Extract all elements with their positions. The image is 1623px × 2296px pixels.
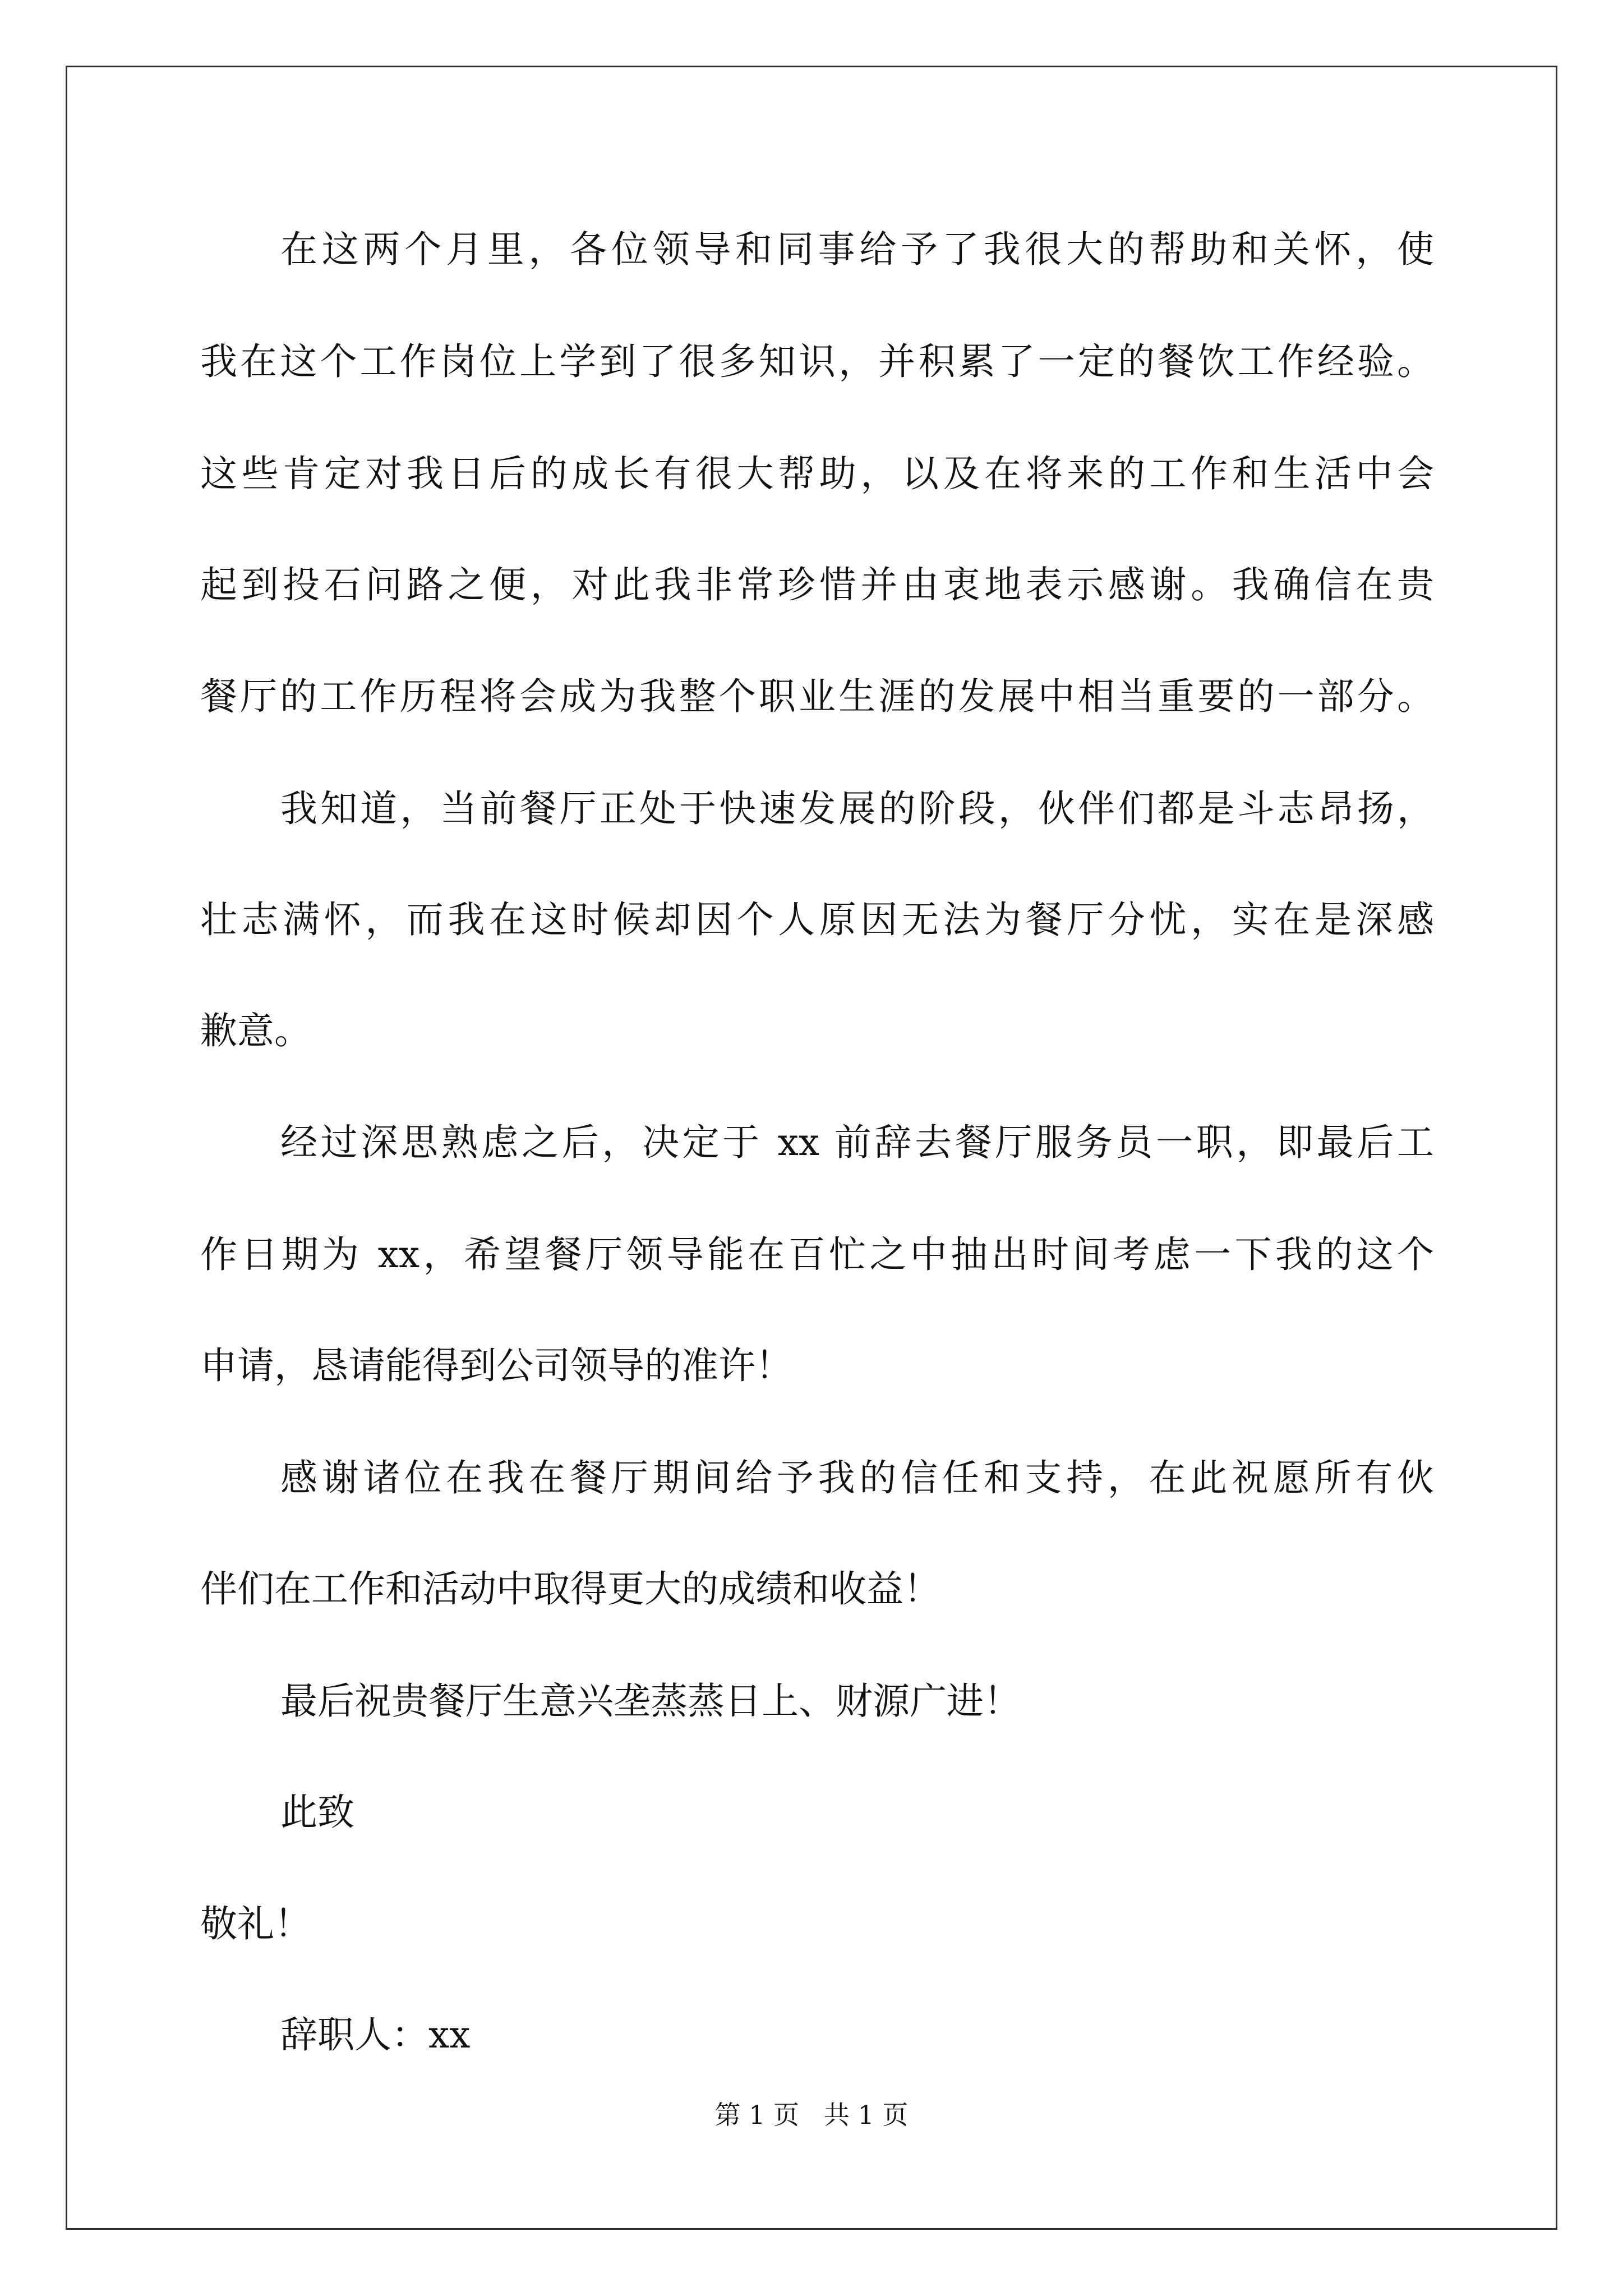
- body-line: 在这两个月里，各位领导和同事给予了我很大的帮助和关怀，使: [280, 228, 1434, 271]
- body-line: 经过深思熟虑之后，决定于 xx 前辞去餐厅服务员一职，即最后工: [280, 1121, 1434, 1164]
- body-line: 最后祝贵餐厅生意兴垄蒸蒸日上、财源广进！: [280, 1680, 1021, 1723]
- body-line: 感谢诸位在我在餐厅期间给予我的信任和支持，在此祝愿所有伙: [280, 1456, 1434, 1499]
- body-line: 我知道，当前餐厅正处于快速发展的阶段，伙伴们都是斗志昂扬，: [280, 787, 1434, 830]
- body-line: 伴们在工作和活动中取得更大的成绩和收益！: [200, 1567, 940, 1611]
- body-line: 壮志满怀，而我在这时候却因个人原因无法为餐厅分忧，实在是深感: [200, 898, 1434, 941]
- body-line: 餐厅的工作历程将会成为我整个职业生涯的发展中相当重要的一部分。: [200, 675, 1434, 718]
- body-line: 起到投石问路之便，对此我非常珍惜并由衷地表示感谢。我确信在贵: [200, 563, 1434, 606]
- page-number-footer: 第 1 页 共 1 页: [714, 2100, 909, 2130]
- body-line: 申请，恳请能得到公司领导的准许！: [200, 1344, 792, 1387]
- closing-regards: 敬礼！: [200, 1902, 311, 1945]
- body-line: 歉意。: [200, 1009, 311, 1052]
- body-line: 我在这个工作岗位上学到了很多知识，并积累了一定的餐饮工作经验。: [200, 340, 1434, 383]
- body-line: 这些肯定对我日后的成长有很大帮助，以及在将来的工作和生活中会: [200, 452, 1434, 495]
- signature-line: 辞职人：xx: [280, 2013, 471, 2056]
- closing-salutation: 此致: [280, 1791, 354, 1834]
- body-line: 作日期为 xx，希望餐厅领导能在百忙之中抽出时间考虑一下我的这个: [200, 1233, 1434, 1276]
